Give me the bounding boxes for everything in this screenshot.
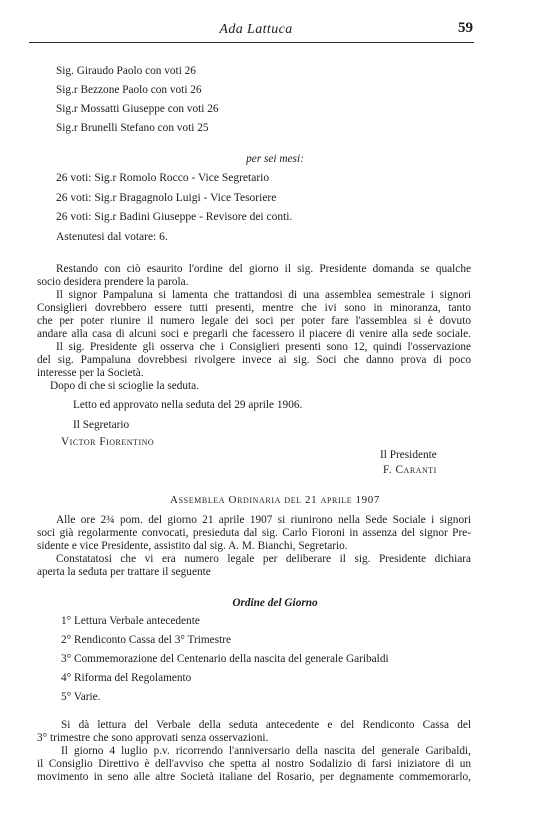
agenda-item: 4° Riforma del Regolamento — [61, 672, 192, 684]
agenda-item: 3° Commemorazione del Centenario della nascita del generale Garibaldi — [61, 653, 389, 665]
paragraph-line: sidente e vice Presidente, assistito dal sig. A. M. Bianchi, Segretario. — [37, 540, 348, 552]
six-months-heading: per sei mesi: — [246, 153, 304, 165]
president-role: Il Presidente — [380, 449, 437, 461]
paragraph-line: interesse per la Società. — [37, 367, 144, 379]
six-months-line: 26 voti: Sig.r Romolo Rocco - Vice Segretario — [56, 172, 270, 184]
secretary-name: Victor Fiorentino — [61, 436, 155, 448]
paragraph-line: Si dà lettura del Verbale della seduta antecedente e del Rendiconto Cassa del — [61, 719, 471, 731]
paragraph-line: Consiglieri dovrebbero essere tutti presenti, mentre che ivi sono in minoranza, tanto — [37, 302, 471, 314]
paragraph-line: socio desidera prendere la parola. — [37, 276, 189, 288]
paragraph-line: Il giorno 4 luglio p.v. ricorrendo l'anniversario della nascita del generale Garibaldi, — [61, 745, 471, 757]
approval-line: Letto ed approvato nella seduta del 29 aprile 1906. — [73, 399, 303, 411]
secretary-role: Il Segretario — [73, 419, 130, 431]
paragraph-line: Il signor Pampaluna si lamenta che trattandosi di una assemblea semestrale i signori — [56, 289, 471, 301]
paragraph-line: Il sig. Presidente gli osserva che i Consiglieri presenti sono 12, quindi l'osservazione — [56, 341, 471, 353]
assembly-title: Assemblea Ordinaria del 21 aprile 1907 — [170, 494, 380, 506]
paragraph-line: Constatatosi che vi era numero legale per deliberare il sig. Presidente dichiara — [56, 553, 471, 565]
abstention-line: Astenutesi dal votare: 6. — [56, 231, 168, 243]
paragraph-line: aperta la seduta per trattare il seguente — [37, 566, 211, 578]
paragraph-line: 3° trimestre che sono approvati senza osservazioni. — [37, 732, 269, 744]
paragraph-line: soci già regolarmente convocati, presieduta dal sig. Carlo Fioroni in assenza del signor Pre- — [37, 527, 471, 539]
elected-line: Sig.r Brunelli Stefano con voti 25 — [56, 122, 209, 134]
paragraph-line: andare alla casa di alcuni soci e pregarli che facessero il piacere di venire alla sede sociale. — [37, 328, 471, 340]
paragraph-line: il Consiglio Direttivo è dell'avviso che spetta al nostro Sodalizio di farsi iniziatore di un — [37, 758, 471, 770]
header-rule — [29, 42, 474, 43]
agenda-item: 1° Lettura Verbale antecedente — [61, 615, 200, 627]
elected-line: Sig.r Bezzone Paolo con voti 26 — [56, 84, 202, 96]
agenda-item: 2° Rendiconto Cassa del 3° Trimestre — [61, 634, 232, 646]
elected-line: Sig. Giraudo Paolo con voti 26 — [56, 65, 196, 77]
paragraph-line: del sig. Pampaluna dovrebbesi rivolgere invece ai sig. Soci che danno prova di poco — [37, 354, 471, 366]
elected-line: Sig.r Mossatti Giuseppe con voti 26 — [56, 103, 219, 115]
paragraph-line: Restando con ciò esaurito l'ordine del giorno il sig. Presidente domanda se qualche — [56, 263, 471, 275]
paragraph-line: Alle ore 2¾ pom. del giorno 21 aprile 1907 si riunirono nella Sede Sociale i signori — [56, 514, 471, 526]
paragraph-line: movimento in seno alle altre Società italiane del Rosario, per degnamente commemorarlo, — [37, 771, 471, 783]
agenda-item: 5° Varie. — [61, 691, 101, 703]
president-name: F. Caranti — [383, 464, 437, 476]
six-months-line: 26 voti: Sig.r Badini Giuseppe - Revisore dei conti. — [56, 211, 293, 223]
six-months-line: 26 voti: Sig.r Bragagnolo Luigi - Vice Tesoriere — [56, 192, 277, 204]
page-number: 59 — [458, 20, 473, 36]
agenda-heading: Ordine del Giorno — [232, 597, 318, 609]
running-header-title: Ada Lattuca — [219, 22, 293, 37]
paragraph-line: che per poter riunire il numero legale dei soci per poter fare l'assemblea si è dovuto — [37, 315, 471, 327]
paragraph-line: Dopo di che si scioglie la seduta. — [50, 380, 200, 392]
